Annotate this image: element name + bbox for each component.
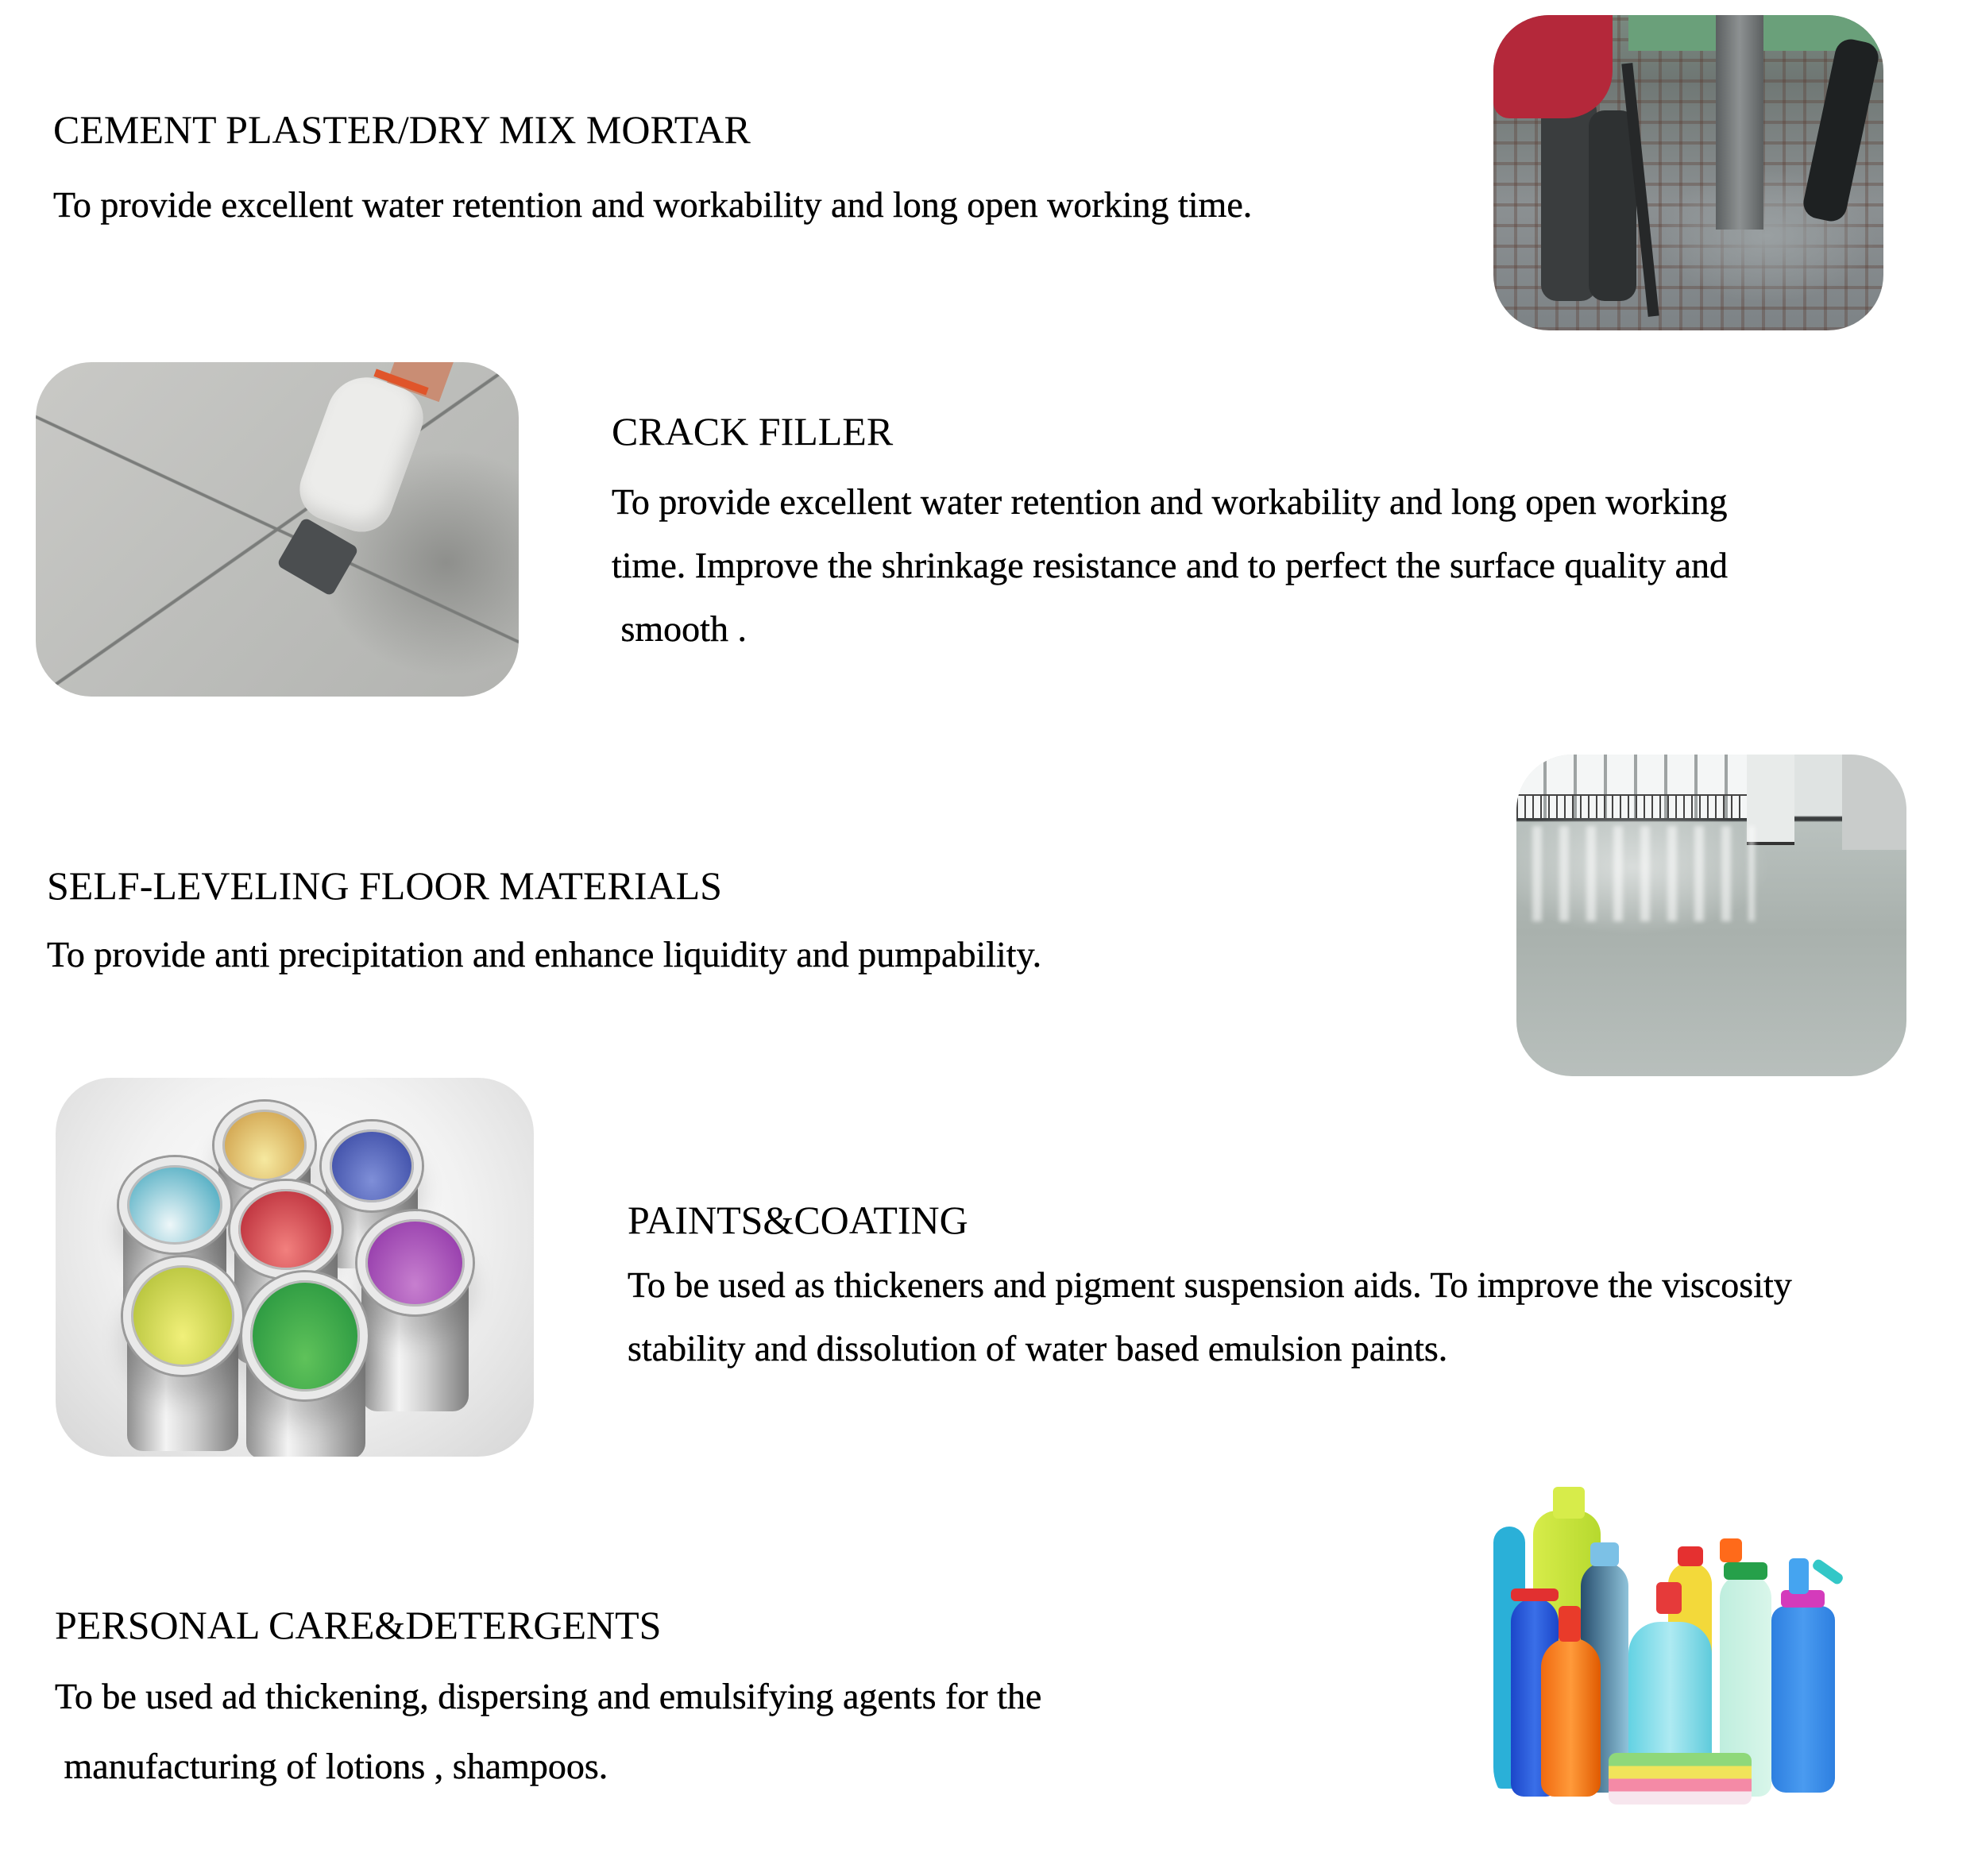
section-description-line: manufacturing of lotions , shampoos. <box>55 1746 608 1786</box>
section-title: CEMENT PLASTER/DRY MIX MORTAR <box>53 107 751 152</box>
section-description-line: To provide excellent water retention and workability and long open working <box>612 481 1728 522</box>
section-description-line: To be used ad thickening, dispersing and emulsifying agents for the <box>55 1676 1042 1716</box>
section-title: PAINTS&COATING <box>628 1198 968 1242</box>
paint-cans-photo <box>56 1078 534 1457</box>
section-title: PERSONAL CARE&DETERGENTS <box>55 1603 662 1647</box>
detergent-bottles-photo <box>1493 1487 1915 1815</box>
section-description: To provide excellent water retention and workability and long open working time. <box>53 184 1253 225</box>
section-description-line: smooth . <box>612 608 747 649</box>
tile-grout-photo <box>36 362 519 697</box>
section-description-line: To be used as thickeners and pigment suspension aids. To improve the viscosity <box>628 1264 1792 1305</box>
section-description-line: time. Improve the shrinkage resistance and to perfect the surface quality and <box>612 545 1728 585</box>
concrete-pouring-photo <box>1493 15 1883 330</box>
section-title: CRACK FILLER <box>612 409 894 454</box>
self-leveling-floor-photo <box>1516 755 1906 1076</box>
section-description-line: stability and dissolution of water based emulsion paints. <box>628 1328 1448 1368</box>
section-title: SELF-LEVELING FLOOR MATERIALS <box>47 863 722 908</box>
section-description: To provide anti precipitation and enhance liquidity and pumpability. <box>47 934 1042 975</box>
